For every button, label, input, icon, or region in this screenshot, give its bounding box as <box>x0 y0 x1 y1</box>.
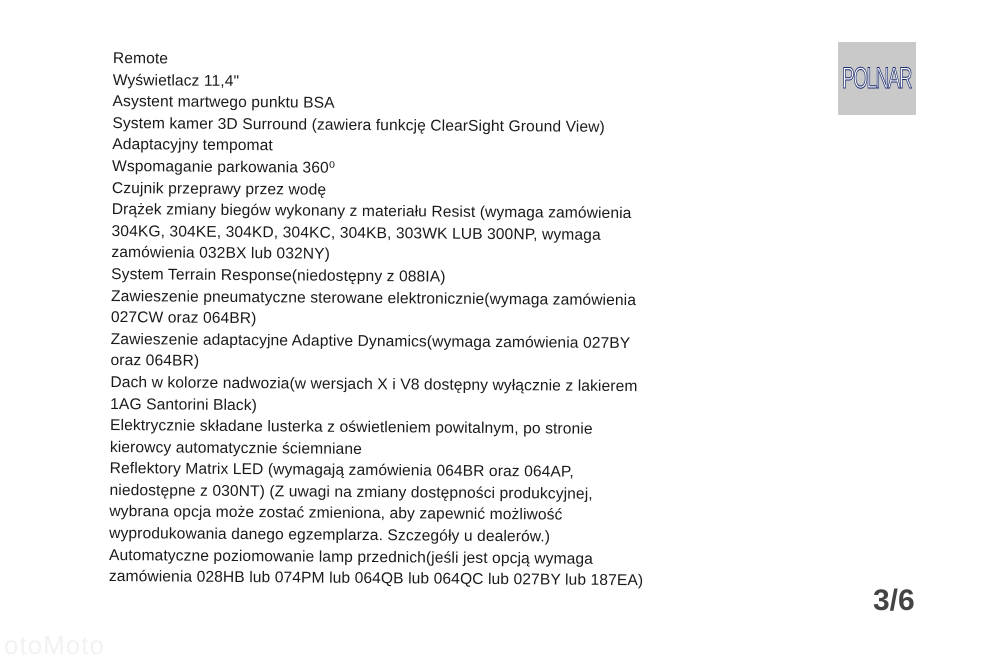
feature-line: Reflektory Matrix LED (wymagają zamówienia 064BR oraz 064AP, <box>109 460 574 481</box>
feature-line: Zawieszenie pneumatyczne sterowane elektronicznie(wymaga zamówienia <box>110 287 637 309</box>
feature-line: Automatyczne poziomowanie lamp przednich(jeśli jest opcją wymaga <box>108 546 594 568</box>
feature-line: Drążek zmiany biegów wykonany z materiału Resist (wymaga zamówienia <box>111 201 632 223</box>
feature-line: Wspomaganie parkowania 360⁰ <box>112 157 336 177</box>
feature-item <box>111 286 751 334</box>
feature-item <box>109 545 749 593</box>
feature-line: Wyświetlacz 11,4" <box>112 71 240 90</box>
feature-line: Czujnik przeprawy przez wodę <box>111 179 327 199</box>
feature-list <box>109 48 753 593</box>
feature-line: Elektrycznie składane lusterka z oświetleniem powitalnym, po stronie <box>109 417 593 438</box>
feature-line: wyprodukowania danego egzemplarza. Szczegóły u dealerów.) <box>109 525 551 546</box>
dealer-logo-text: POLNAR <box>842 61 912 95</box>
feature-item <box>110 415 750 463</box>
watermark: otoMoto <box>4 630 105 660</box>
page-indicator: 3/6 <box>873 584 915 617</box>
feature-line: wybrana opcja może zostać zmieniona, aby zapewnić możliwość <box>109 503 563 525</box>
feature-line: Remote <box>112 49 169 68</box>
feature-line: zamówienia 028HB lub 074PM lub 064QB lub 064QC lub 027BY lub 187EA) <box>108 568 644 590</box>
feature-line: oraz 064BR) <box>110 352 200 370</box>
feature-line: System Terrain Response(niedostępny z 088IA) <box>111 265 446 286</box>
feature-item <box>110 329 750 377</box>
feature-item <box>109 458 750 549</box>
feature-line: 1AG Santorini Black) <box>110 395 258 414</box>
feature-line: kierowcy automatycznie ściemniane <box>109 438 362 458</box>
feature-line: zamówienia 032BX lub 032NY) <box>111 244 330 264</box>
feature-line: Dach w kolorze nadwozia(w wersjach X i V8 dostępny wyłącznie z lakierem <box>110 373 638 396</box>
feature-item <box>111 199 751 269</box>
dealer-logo <box>838 42 916 115</box>
feature-line: Adaptacyjny tempomat <box>112 136 273 155</box>
feature-item <box>110 372 750 420</box>
feature-line: 304KG, 304KE, 304KD, 304KC, 304KB, 303WK LUB 300NP, wymaga <box>111 222 601 244</box>
feature-line: 027CW oraz 064BR) <box>110 309 257 328</box>
feature-line: Asystent martwego punktu BSA <box>112 93 335 112</box>
feature-line: niedostępne z 030NT) (Z uwagi na zmiany dostępności produkcyjnej, <box>109 481 593 503</box>
feature-line: Zawieszenie adaptacyjne Adaptive Dynamics(wymaga zamówienia 027BY <box>110 330 631 352</box>
feature-line: System kamer 3D Surround (zawiera funkcję ClearSight Ground View) <box>112 114 605 136</box>
